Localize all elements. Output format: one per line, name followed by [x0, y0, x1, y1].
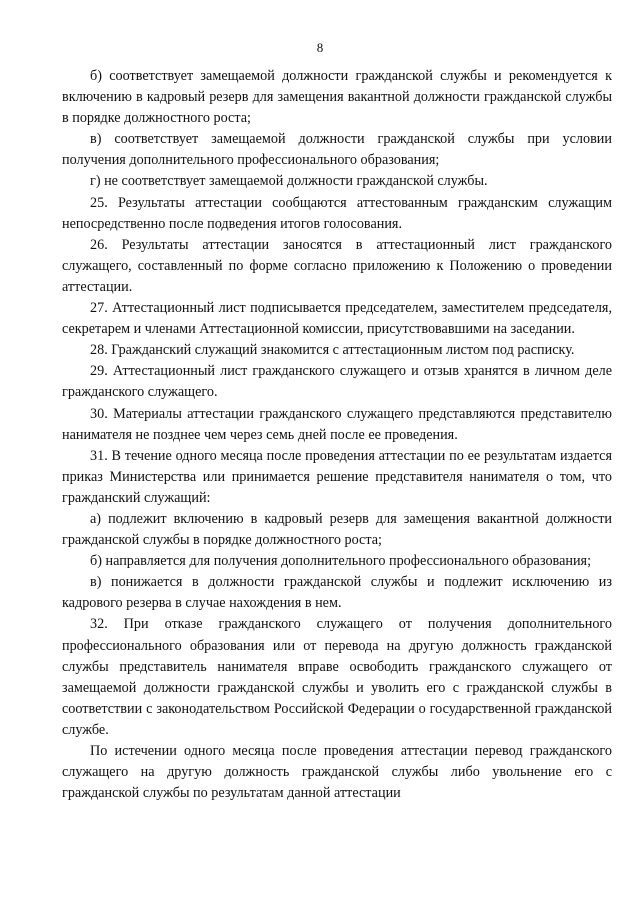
- paragraph-31-order-issued: 31. В течение одного месяца после проведения аттестации по ее результатам издается приказ Министерства или принимается решение представителя нанимателя о том, что гражданский служащий:: [62, 447, 612, 506]
- document-body: [62, 66, 612, 804]
- paragraph-v-conditional-training: в) соответствует замещаемой должности гражданской службы при условии получения дополнительного профессионального образования;: [62, 131, 612, 169]
- paragraph-31b-training: б) направляется для получения дополнительного профессионального образования;: [90, 553, 592, 570]
- paragraph-29-storage: 29. Аттестационный лист гражданского служащего и отзыв хранятся в личном деле гражданского служащего.: [62, 363, 612, 401]
- paragraph-30-materials-submitted: 30. Материалы аттестации гражданского служащего представляются представителю нанимателя не позднее чем через семь дней после ее проведения.: [62, 405, 612, 443]
- paragraph-25-results-communicated: 25. Результаты аттестации сообщаются аттестованным гражданским служащим непосредственно после подведения итогов голосования.: [62, 194, 612, 232]
- paragraph-g-not-corresponds: г) не соответствует замещаемой должности гражданской службы.: [90, 173, 488, 190]
- paragraph-transfer-dismissal: По истечении одного месяца после проведения аттестации перевод гражданского служащего на другую должность гражданской службы либо увольнение его с гражданской службы по результатам данной аттестации: [62, 743, 612, 802]
- page-number: 8: [316, 40, 324, 55]
- paragraph-b-recommended-reserve: б) соответствует замещаемой должности гражданской службы и рекомендуется к включению в кадровый резерв для замещения вакантной должности гражданской службы в порядке должностного роста;: [62, 68, 612, 127]
- paragraph-28-acknowledgement: 28. Гражданский служащий знакомится с аттестационным листом под расписку.: [90, 342, 575, 359]
- paragraph-26-results-recorded: 26. Результаты аттестации заносятся в аттестационный лист гражданского служащего, составленный по форме согласно приложению к Положению о проведении аттестации.: [62, 236, 612, 295]
- paragraph-31v-demotion: в) понижается в должности гражданской службы и подлежит исключению из кадрового резерва в случае нахождения в нем.: [62, 574, 612, 612]
- paragraph-32-refusal: 32. При отказе гражданского служащего от получения дополнительного профессионального образования или от перевода на другую должность гражданской службы представитель нанимателя вправе освободить гражданского служащего от замещаемой должности гражданской службы и уволить его с гражданской службы в соответствии с законодательством Российской Федерации о государственной гражданской службе.: [62, 616, 612, 738]
- paragraph-27-sheet-signed: 27. Аттестационный лист подписывается председателем, заместителем председателя, секретарем и членами Аттестационной комиссии, присутствовавшими на заседании.: [62, 300, 612, 338]
- paragraph-31a-reserve: а) подлежит включению в кадровый резерв для замещения вакантной должности гражданской службы в порядке должностного роста;: [62, 510, 612, 549]
